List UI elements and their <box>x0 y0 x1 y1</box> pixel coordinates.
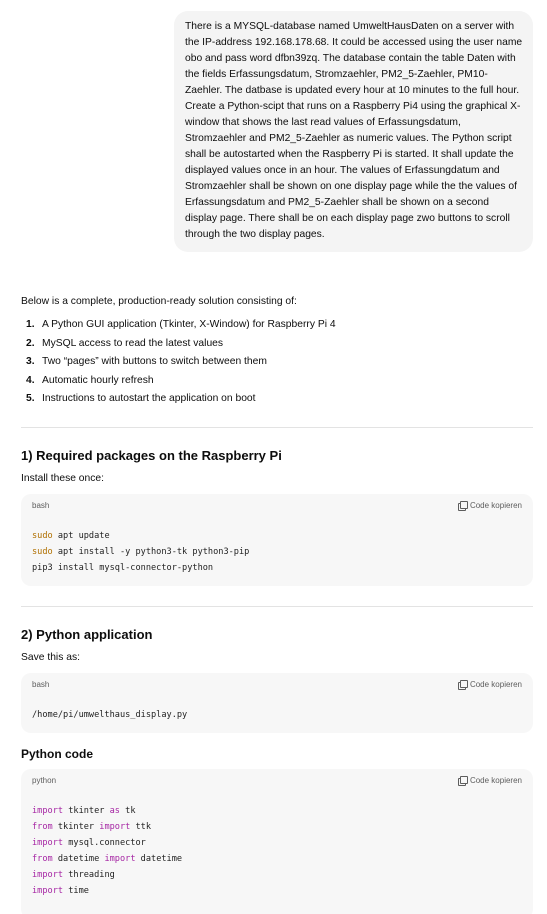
code-language-label: python <box>32 775 57 785</box>
code-language-label: bash <box>32 679 50 689</box>
user-message-paragraph-1: There is a MYSQL-database named UmweltHausDaten on a server with the IP-address 192.168.178.68. It could be accessed using the user name obo and pass word dfbn39zq. The database contain the table Daten with the fields Erfassungsdatum, Stromzaehler, PM2_5-Zaehler, PM10-Zaehler. The datbase is updated every hour at 10 minutes to the full hour. <box>185 21 523 96</box>
code-block-header <box>21 494 533 518</box>
feature-text: MySQL access to read the latest values <box>42 337 224 349</box>
install-code <box>21 518 533 576</box>
feature-item <box>21 335 533 354</box>
code-line: sudo apt install -y python3-tk python3-pip <box>32 546 250 557</box>
feature-item <box>21 316 533 335</box>
copy-code-button[interactable] <box>458 677 522 693</box>
python-code <box>21 793 533 899</box>
feature-number: 1. <box>26 319 35 331</box>
code-line: import threading <box>32 869 115 880</box>
feature-item <box>21 353 533 372</box>
code-line: /home/pi/umwelthaus_display.py <box>32 709 188 720</box>
feature-text: Automatic hourly refresh <box>42 374 154 386</box>
python-code-heading: Python code <box>21 746 94 761</box>
copy-icon <box>458 501 467 510</box>
path-code <box>21 697 533 723</box>
code-block-header <box>21 769 533 793</box>
section-2-text: Save this as: <box>21 651 80 663</box>
feature-text: A Python GUI application (Tkinter, X-Window) for Raspberry Pi 4 <box>42 319 336 331</box>
feature-text: Two “pages” with buttons to switch between them <box>42 356 267 368</box>
feature-number: 2. <box>26 337 35 349</box>
code-line: from datetime import datetime <box>32 853 183 864</box>
answer-intro: Below is a complete, production-ready solution consisting of: <box>21 296 297 307</box>
feature-number: 3. <box>26 356 35 368</box>
python-code-block <box>21 769 533 914</box>
copy-code-button[interactable] <box>458 773 522 789</box>
code-line: import time <box>32 885 89 896</box>
code-line: import tkinter as tk <box>32 805 136 816</box>
install-code-block <box>21 494 533 586</box>
code-language-label: bash <box>32 500 50 510</box>
code-line: sudo apt update <box>32 530 110 541</box>
feature-number: 4. <box>26 374 35 386</box>
section-2-heading: 2) Python application <box>21 626 153 642</box>
assistant-answer <box>21 294 533 914</box>
feature-item <box>21 390 533 409</box>
copy-icon <box>458 776 467 785</box>
section-1-heading: 1) Required packages on the Raspberry Pi <box>21 447 282 463</box>
path-code-block <box>21 673 533 733</box>
feature-item <box>21 372 533 391</box>
feature-text: Instructions to autostart the application on boot <box>42 393 256 405</box>
copy-code-label: Code kopieren <box>469 775 522 785</box>
code-line: from tkinter import ttk <box>32 821 152 832</box>
code-line: import mysql.connector <box>32 837 146 848</box>
copy-code-button[interactable] <box>458 498 522 514</box>
copy-icon <box>458 680 467 689</box>
feature-list <box>21 316 533 409</box>
user-message-paragraph-2: Create a Python-scipt that runs on a Raspberry Pi4 using the graphical X-window that shows the last read values of Erfassungsdatum, Stromzaehler and PM2_5-Zaehler as numeric values. The Python script shall be autostarted when the Raspberry Pi is started. It shall update the displayed values once in an hour. The values of Erfassungdatum and Stromzaehler shall be shown on one display page while the the values of Erfassungsdatum and PM2_5-Zaehler shall be shown on a second display page. There shall be on each display page zwo buttons to scroll through the two display pages. <box>185 101 521 240</box>
section-divider <box>21 606 533 607</box>
code-block-header <box>21 673 533 697</box>
feature-number: 5. <box>26 393 35 405</box>
user-message-bubble <box>174 11 533 252</box>
section-divider <box>21 427 533 428</box>
copy-code-label: Code kopieren <box>469 500 522 510</box>
code-line: pip3 install mysql-connector-python <box>32 562 214 573</box>
section-1-text: Install these once: <box>21 472 104 484</box>
copy-code-label: Code kopieren <box>469 679 522 689</box>
